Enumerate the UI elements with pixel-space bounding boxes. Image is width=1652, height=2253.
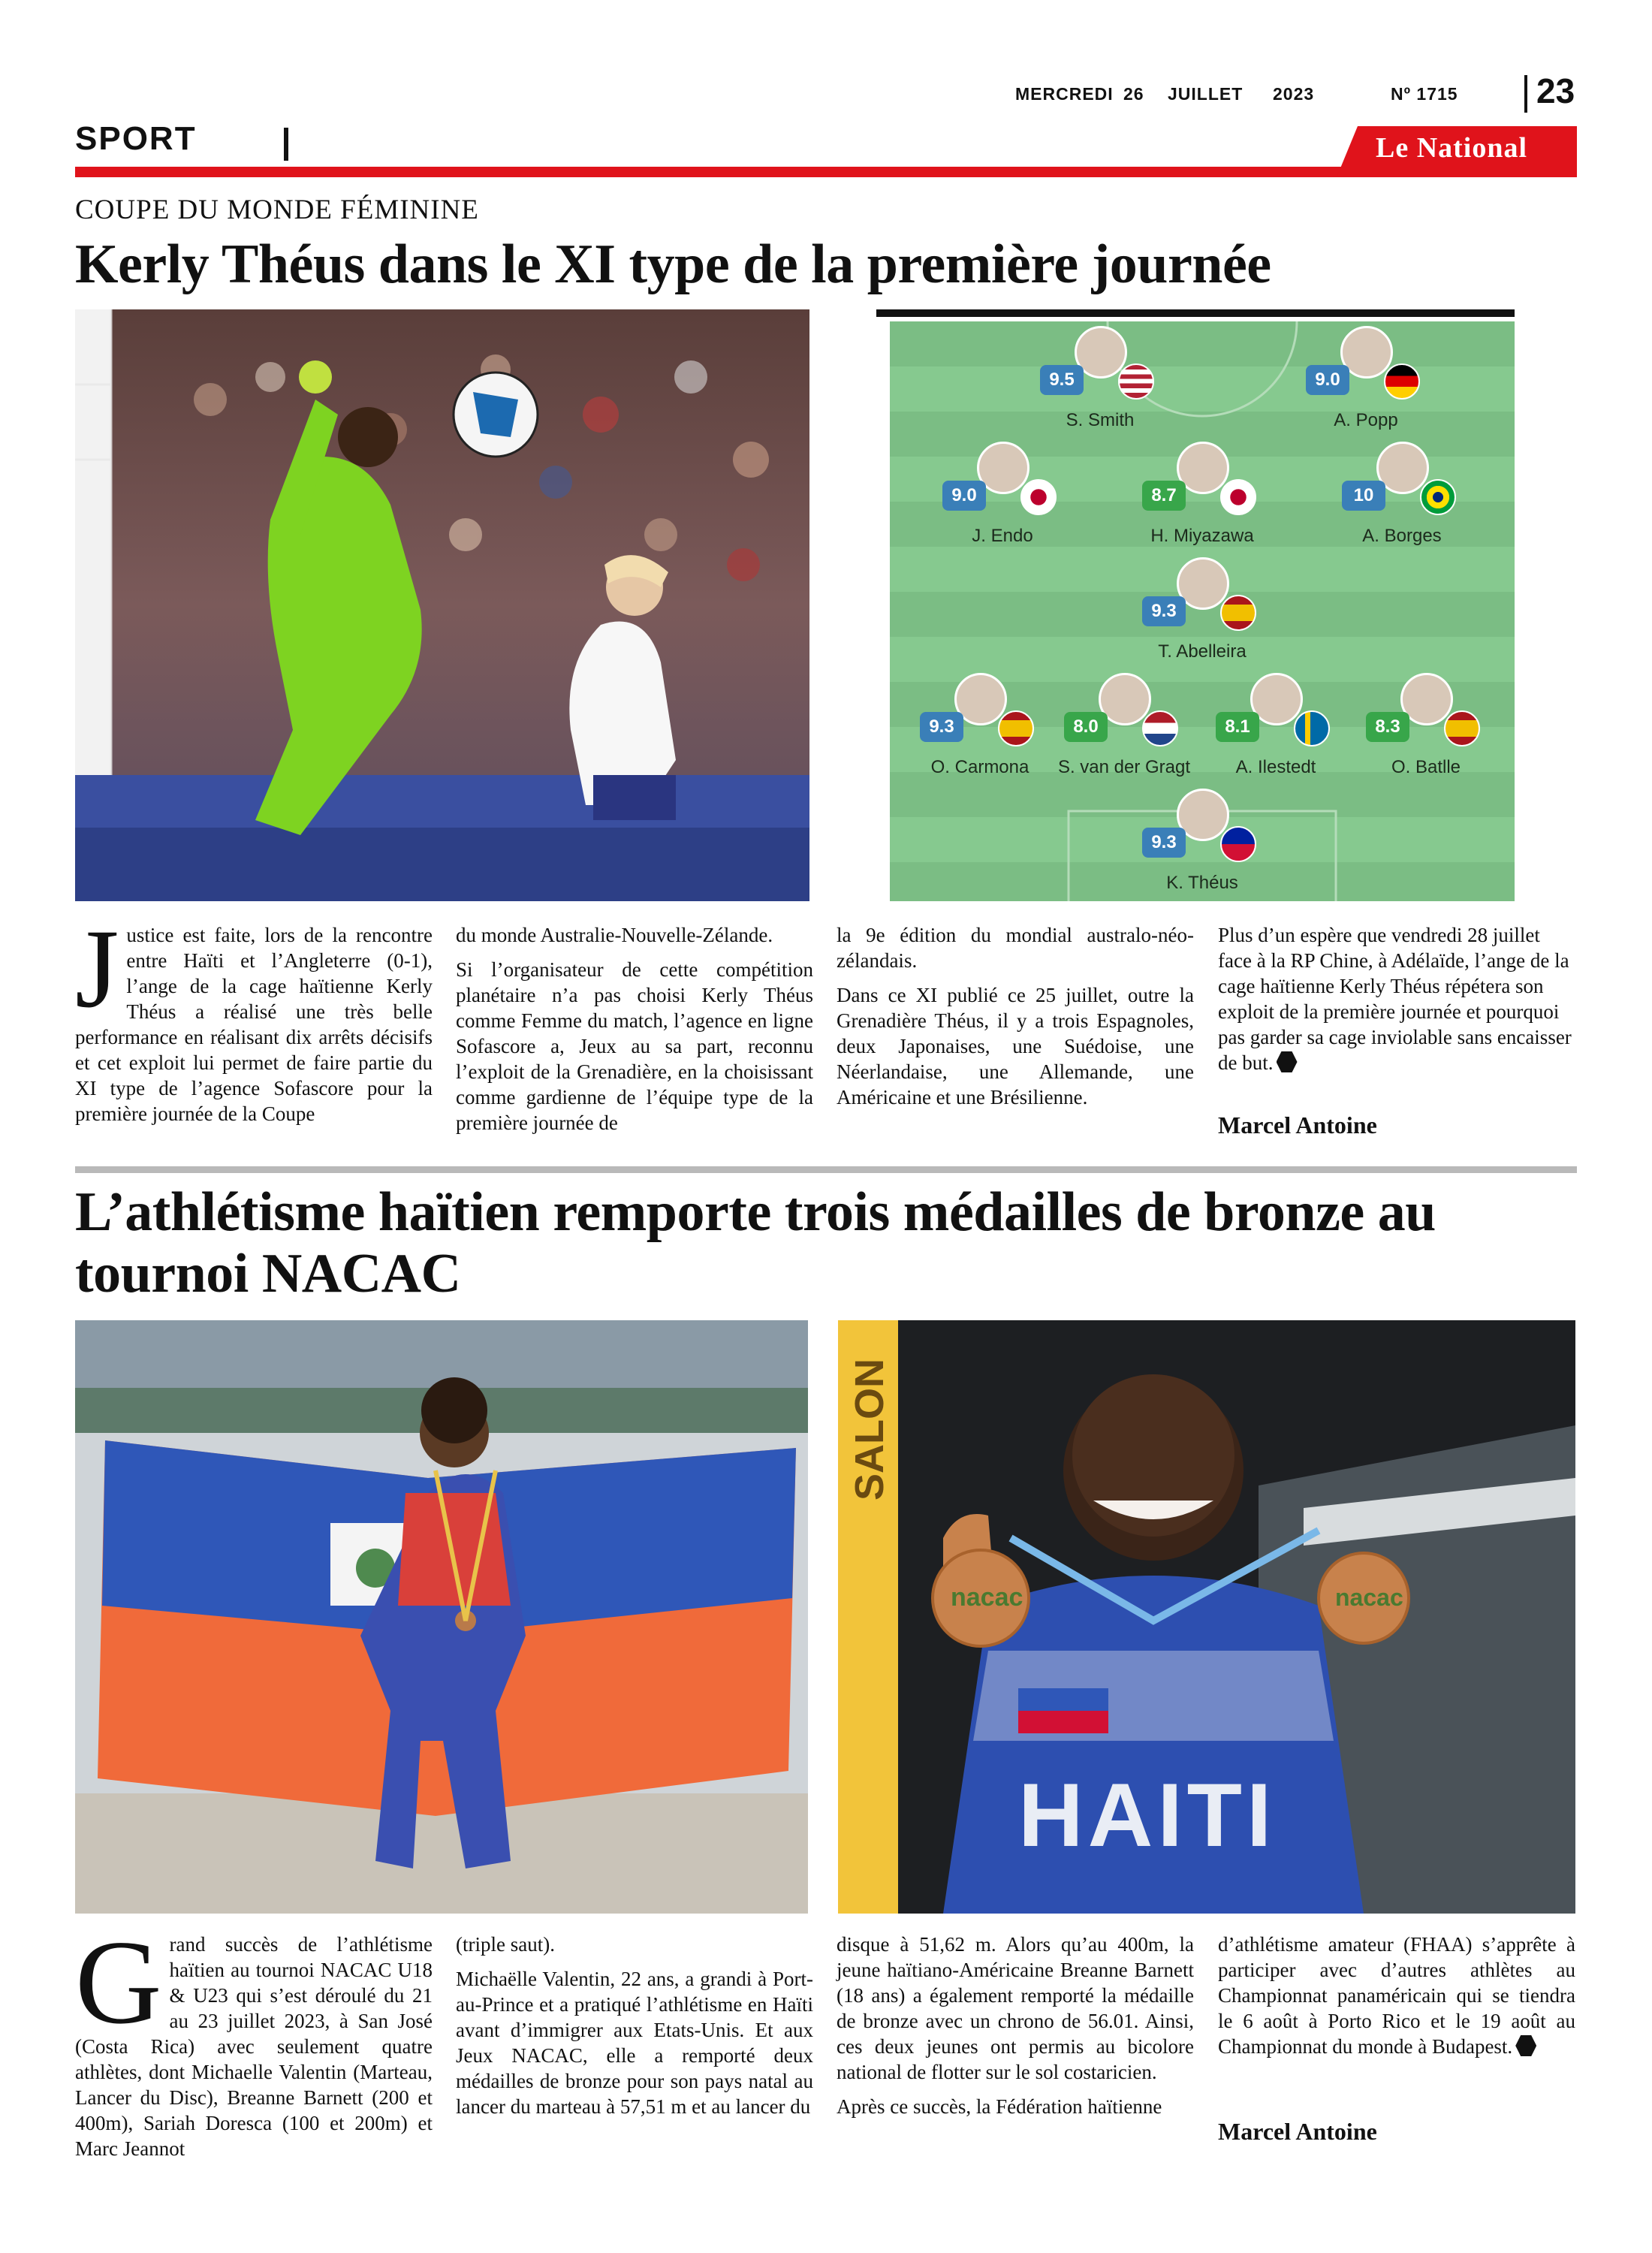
article2-column-4 xyxy=(1218,1932,1575,2068)
lineup-player-card xyxy=(1312,442,1492,554)
article1-col3-p1: la 9e édition du mondial australo-néo-zélandais. xyxy=(837,924,1194,972)
article2-column-3 xyxy=(837,1932,1194,2128)
lineup-player-card xyxy=(1112,442,1292,554)
article1-col4-text: Plus d’un espère que vendredi 28 juillet face à la RP Chine, à Adélaïde, l’ange de la cage haïtienne Kerly Théus répétera son exploit de la première journée et pourquoi pas garder sa cage inviolable sans encaisser de but. xyxy=(1218,924,1572,1074)
article2-col4-text: d’athlétisme amateur (FHAA) s’apprête à participer avec d’autres athlètes au Championnat panaméricain qui se tiendra le 6 août à Porto Rico et le 19 août au Championnat du monde à Budapest. xyxy=(1218,1933,1575,2058)
player-name: A. Ilestedt xyxy=(1235,757,1316,777)
medal-text: nacac xyxy=(1335,1584,1403,1611)
player-name: K. Théus xyxy=(1166,873,1238,893)
player-name: T. Abelleira xyxy=(1158,641,1247,662)
team-of-the-week-lineup xyxy=(890,321,1515,901)
article1-column-4 xyxy=(1218,922,1575,1084)
jersey-text: HAITI xyxy=(1018,1765,1277,1865)
article2-col2-p1: (triple saut). xyxy=(456,1933,555,1956)
player-rating: 9.3 xyxy=(1142,596,1186,626)
article2-col2-p2: Michaëlle Valentin, 22 ans, a grandi à Port-au-Prince et a pratiqué l’athlétisme en Haïti avant d’immigrer aux Etats-Unis. Et aux Jeux NACAC, elle a remporté deux médailles de bronze pour son pays natal au lancer du marteau à 57,51 m et au lancer du xyxy=(456,1968,813,2118)
header-date-day: 26 xyxy=(1123,84,1144,104)
player-name: S. van der Gragt xyxy=(1057,757,1191,777)
spain-flag-icon xyxy=(998,710,1034,746)
article2-title-line1: L’athlétisme haïtien remporte trois médailles de bronze au xyxy=(75,1181,1436,1243)
article1-col2-p1: du monde Australie-Nouvelle-Zélande. xyxy=(456,924,773,946)
player-name: O. Carmona xyxy=(930,757,1029,777)
germany-flag-icon xyxy=(1384,363,1420,400)
athlete-with-flag-photo xyxy=(75,1320,808,1914)
spain-flag-icon xyxy=(1220,595,1256,631)
article1-col3-p2: Dans ce XI publié ce 25 juillet, outre la Grenadière Théus, il y a trois Espagnoles, deux Japonaises, une Suédoise, une Néerlandaise, une Allemande, une Américaine et une Brésilienne. xyxy=(837,984,1194,1108)
header-day: MERCREDI xyxy=(1015,84,1114,104)
lineup-player-card xyxy=(1010,326,1190,439)
article2-column-1 xyxy=(75,1915,433,2170)
lineup-player-card xyxy=(1276,326,1456,439)
article1-col1-text: ustice est faite, lors de la rencontre entre Haïti et l’Angleterre (0-1), l’ange de la cage haïtienne Kerly Théus a réalisé une très belle performance en réalisant dix arrêts décisifs et cet exploit lui permet de faire partie du XI type de l’agence Sofascore pour la première journée de la Coupe xyxy=(75,924,433,1125)
player-rating: 9.5 xyxy=(1040,365,1084,395)
player-name: A. Borges xyxy=(1362,526,1442,546)
sweden-flag-icon xyxy=(1294,710,1330,746)
page-number-divider xyxy=(1524,75,1527,113)
japan-flag-icon xyxy=(1220,479,1256,515)
article2-col1-text: rand succès de l’athlétisme haïtien au tournoi NACAC U18 & U23 qui s’est déroulé du 21 au 23 juillet 2023, à San José (Costa Rica) avec seulement quatre athlètes, dont Michaelle Valentin (Marteau, Lancer du Disc), Breanne Barnett (200 et 400m), Sariah Doresca (100 et 200m) et Marc Jeannot xyxy=(75,1933,433,2160)
article2-title-line2: tournoi NACAC xyxy=(75,1243,461,1304)
player-rating: 8.7 xyxy=(1142,481,1186,511)
player-rating: 8.1 xyxy=(1216,712,1259,742)
goalkeeper-photo xyxy=(75,309,809,901)
lineup-player-card xyxy=(912,442,1093,554)
player-rating: 9.3 xyxy=(1142,828,1186,858)
player-rating: 9.0 xyxy=(942,481,986,511)
end-of-article-icon xyxy=(1515,2035,1536,2056)
brand-name: Le National xyxy=(1376,132,1528,164)
article1-byline: Marcel Antoine xyxy=(1218,1111,1377,1139)
netherlands-flag-icon xyxy=(1142,710,1178,746)
player-rating: 9.0 xyxy=(1306,365,1349,395)
haiti-flag-icon xyxy=(1220,826,1256,862)
article-divider xyxy=(75,1166,1577,1173)
article2-byline: Marcel Antoine xyxy=(1218,2118,1377,2145)
brazil-flag-icon xyxy=(1420,479,1456,515)
player-rating: 9.3 xyxy=(920,712,963,742)
player-rating: 8.0 xyxy=(1064,712,1108,742)
article2-column-2 xyxy=(456,1932,813,2128)
end-of-article-icon xyxy=(1277,1051,1298,1072)
player-name: A. Popp xyxy=(1334,410,1398,430)
section-title: SPORT xyxy=(75,120,197,157)
player-name: J. Endo xyxy=(972,526,1033,546)
japan-flag-icon xyxy=(1020,479,1057,515)
article2-col3-p1: disque à 51,62 m. Alors qu’au 400m, la jeune haïtiano-Américaine Breanne Barnett (18 ans) a également remporté la médaille de bronze avec un chrono de 56.01. Ainsi, ces deux jeunes ont permis au bicolore national de flotter sur le sol costaricien. xyxy=(837,1933,1194,2083)
spain-flag-icon xyxy=(1444,710,1480,746)
article1-title: Kerly Théus dans le XI type de la première journée xyxy=(75,234,1271,295)
article1-column-3 xyxy=(837,922,1194,1119)
article1-kicker: COUPE DU MONDE FÉMININE xyxy=(75,195,479,225)
player-name: O. Batlle xyxy=(1391,757,1461,777)
article1-col2-p2: Si l’organisateur de cette compétition planétaire n’a pas choisi Kerly Théus comme Femme du match, l’agence en ligne Sofascore a, Jeux au sa part, reconnu l’exploit de la Grenadière, en la choisissant comme gardienne de l’équipe type de la première journée de xyxy=(456,958,813,1134)
lineup-player-card xyxy=(1336,673,1515,786)
article2-dropcap: G xyxy=(75,1915,162,2049)
banner-text: SALON xyxy=(847,1359,892,1500)
athlete-with-medals-photo xyxy=(838,1320,1575,1914)
player-name: S. Smith xyxy=(1066,410,1135,430)
section-divider xyxy=(284,128,288,161)
article1-column-2 xyxy=(456,922,813,1145)
article1-column-1 xyxy=(75,906,433,1136)
article1-dropcap: J xyxy=(75,906,119,1031)
header-year: 2023 xyxy=(1273,84,1315,104)
usa-flag-icon xyxy=(1118,363,1154,400)
header-month: JUILLET xyxy=(1168,84,1244,104)
player-rating: 10 xyxy=(1342,481,1385,511)
player-name: H. Miyazawa xyxy=(1150,526,1254,546)
lineup-player-card xyxy=(1112,789,1292,901)
article2-col3-p2: Après ce succès, la Fédération haïtienne xyxy=(837,2095,1162,2118)
medal-text: nacac xyxy=(951,1583,1023,1612)
page-number: 23 xyxy=(1536,71,1575,110)
lineup-top-rule xyxy=(876,309,1515,317)
lineup-player-card xyxy=(1112,557,1292,670)
header-issue: Nº 1715 xyxy=(1391,84,1458,104)
player-rating: 8.3 xyxy=(1366,712,1409,742)
